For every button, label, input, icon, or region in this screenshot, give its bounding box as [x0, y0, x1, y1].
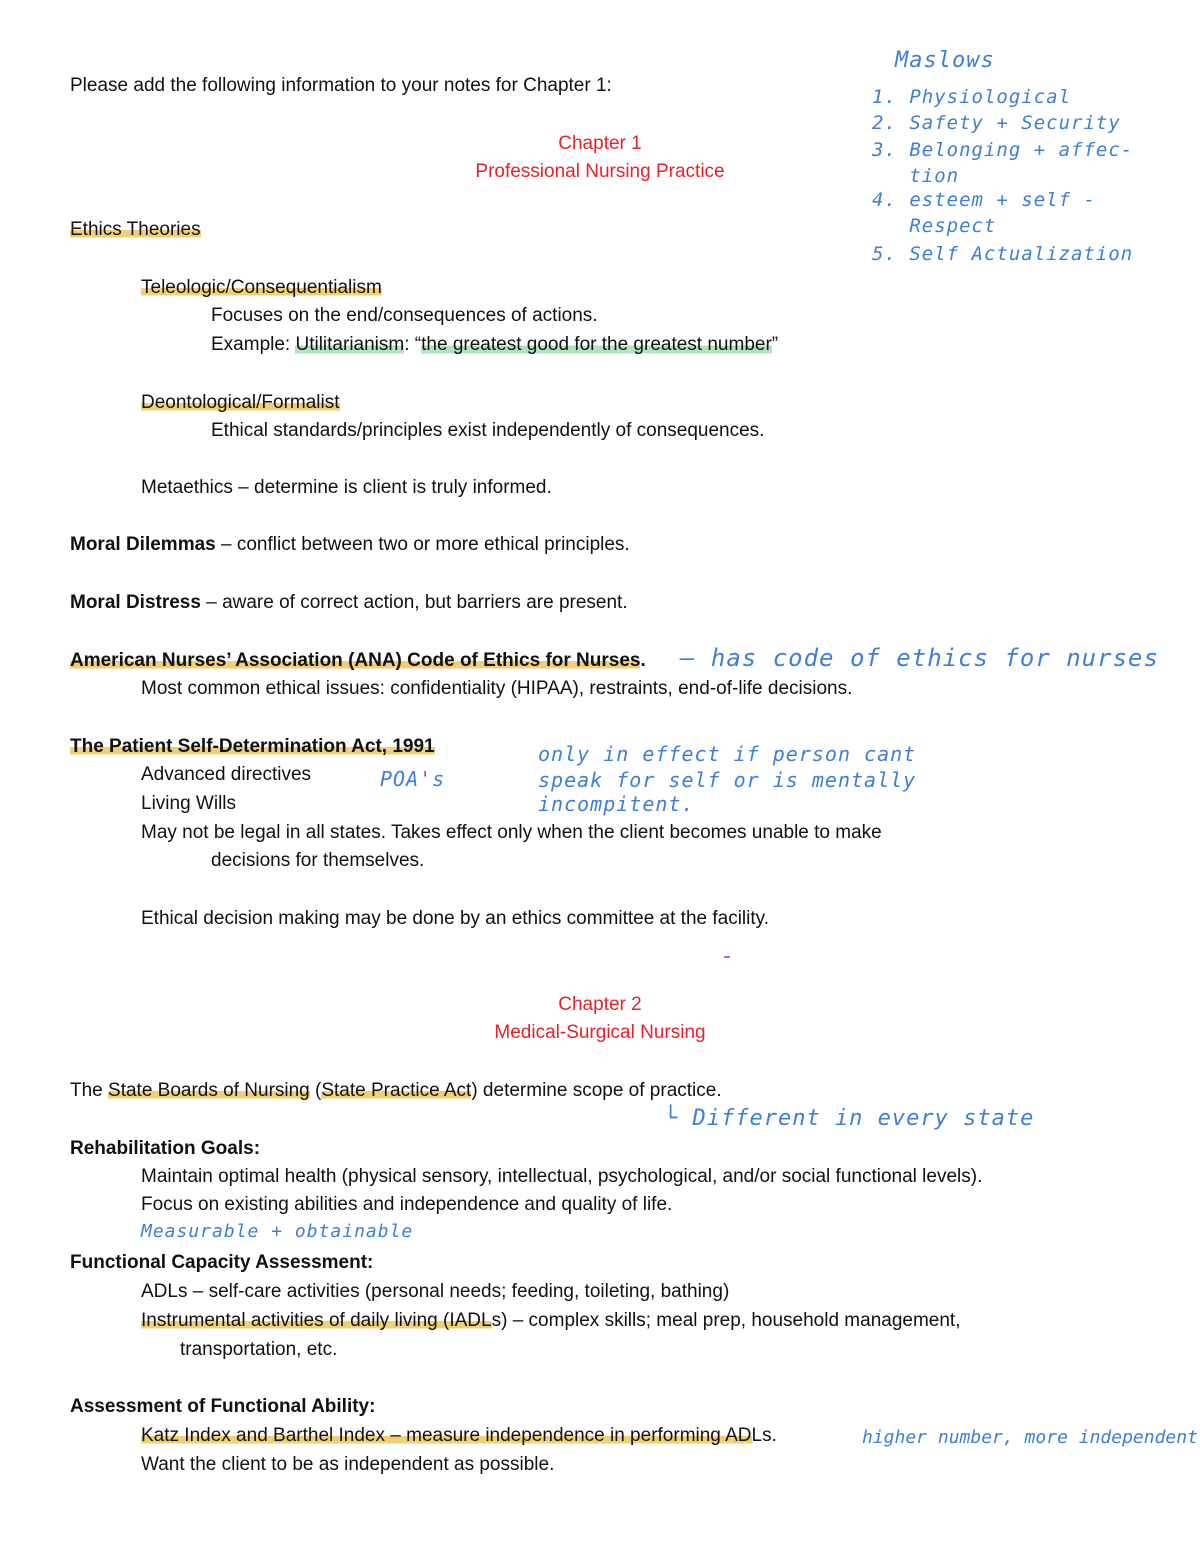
advanced-directives: Advanced directives	[141, 764, 312, 785]
fca-heading: Functional Capacity Assessment:	[70, 1252, 374, 1273]
teleologic-heading	[141, 278, 382, 297]
moral-dilemmas-term: Moral Dilemmas	[70, 534, 216, 555]
maslow-item-5: 5. Self Actualization	[872, 243, 1134, 265]
ana-heading	[70, 651, 646, 670]
stray-mark	[724, 956, 730, 958]
maslow-item-1: 1. Physiological	[872, 86, 1072, 108]
different-state-note: └ Different in every state	[664, 1106, 1035, 1131]
iadl-line	[141, 1311, 961, 1330]
ana-period: .	[640, 650, 646, 671]
moral-dilemmas-def: – conflict between two or more ethical principles.	[215, 534, 630, 555]
iadl-line2: transportation, etc.	[180, 1339, 338, 1360]
moral-distress-term: Moral Distress	[70, 592, 201, 613]
deontological-heading	[141, 393, 340, 412]
psda-legal-line2: decisions for themselves.	[211, 850, 425, 871]
example-colon: : “	[404, 334, 422, 355]
state-boards-line	[70, 1081, 722, 1100]
state-act-term: State Practice Act	[321, 1080, 472, 1101]
katz-rest: Ls.	[751, 1425, 777, 1446]
psda-legal-line1: May not be legal in all states. Takes effect only when the client becomes unable to make	[141, 822, 882, 843]
deontological-desc: Ethical standards/principles exist independently of consequences.	[211, 420, 765, 441]
ethics-heading	[70, 220, 201, 239]
utilitarianism-term: Utilitarianism	[295, 334, 405, 355]
metaethics-line: Metaethics – determine is client is truly informed.	[141, 477, 552, 498]
psda-title: The Patient Self-Determination Act, 1991	[70, 736, 435, 757]
poa-note: POA's	[380, 767, 446, 791]
state-p3: ) determine scope of practice.	[471, 1080, 722, 1101]
higher-number-note: higher number, more independent	[862, 1427, 1198, 1448]
utilitarianism-quote: the greatest good for the greatest number	[421, 334, 772, 355]
moral-dilemmas-line	[70, 535, 630, 554]
iadl-highlight: Instrumental activities of daily living (IADL	[141, 1310, 492, 1331]
state-boards-term: State Boards of Nursing	[108, 1080, 310, 1101]
example-prefix: Example:	[211, 334, 296, 355]
want-line: Want the client to be as independent as possible.	[141, 1454, 555, 1475]
deontological-name: Deontological/Formalist	[141, 392, 340, 413]
chapter2-number: Chapter 2	[558, 994, 642, 1015]
iadl-rest: s) – complex skills; meal prep, household management,	[491, 1310, 961, 1331]
maslow-item-3: 3. Belonging + affec-	[872, 139, 1134, 161]
ethics-heading-text: Ethics Theories	[70, 219, 201, 240]
moral-distress-line	[70, 593, 628, 612]
example-end: ”	[771, 334, 779, 355]
effect-note-2: speak for self or is mentally	[538, 768, 917, 792]
maslow-item-3b: tion	[872, 165, 960, 187]
rehab-line2: Focus on existing abilities and independence and quality of life.	[141, 1194, 673, 1215]
effect-note-1: only in effect if person cant	[538, 742, 917, 766]
adl-line: ADLs – self-care activities (personal needs; feeding, toileting, bathing)	[141, 1281, 730, 1302]
chapter2-title: Medical-Surgical Nursing	[494, 1022, 706, 1043]
chapter1-number: Chapter 1	[558, 133, 642, 154]
rehab-heading: Rehabilitation Goals:	[70, 1138, 261, 1159]
effect-note-3: incompitent.	[538, 792, 695, 816]
maslow-item-4b: Respect	[872, 215, 997, 237]
teleologic-desc: Focuses on the end/consequences of actions.	[211, 305, 598, 326]
psda-heading	[70, 737, 435, 756]
ethics-committee-line: Ethical decision making may be done by an ethics committee at the facility.	[141, 908, 770, 929]
maslow-item-4: 4. esteem + self -	[872, 189, 1096, 211]
teleologic-example	[211, 335, 778, 354]
katz-highlight: Katz Index and Barthel Index – measure independence in performing AD	[141, 1425, 752, 1446]
intro-line: Please add the following information to your notes for Chapter 1:	[70, 75, 612, 96]
katz-line	[141, 1426, 777, 1445]
maslow-title: Maslows	[895, 48, 995, 73]
measurable-note: Measurable + obtainable	[141, 1221, 414, 1242]
maslow-item-2: 2. Safety + Security	[872, 112, 1121, 134]
living-wills: Living Wills	[141, 793, 237, 814]
state-p1: The	[70, 1080, 109, 1101]
rehab-line1: Maintain optimal health (physical sensory, intellectual, psychological, and/or social functional levels).	[141, 1166, 983, 1187]
moral-distress-def: – aware of correct action, but barriers are present.	[200, 592, 628, 613]
teleologic-name: Teleologic/Consequentialism	[141, 277, 382, 298]
afa-heading: Assessment of Functional Ability:	[70, 1396, 376, 1417]
state-p2: (	[309, 1080, 322, 1101]
ana-issues: Most common ethical issues: confidentiality (HIPAA), restraints, end-of-life decisions.	[141, 678, 853, 699]
ana-title: American Nurses’ Association (ANA) Code of Ethics for Nurses	[70, 650, 641, 671]
chapter1-title: Professional Nursing Practice	[475, 161, 725, 182]
ana-handwritten-note: – has code of ethics for nurses	[680, 644, 1159, 672]
